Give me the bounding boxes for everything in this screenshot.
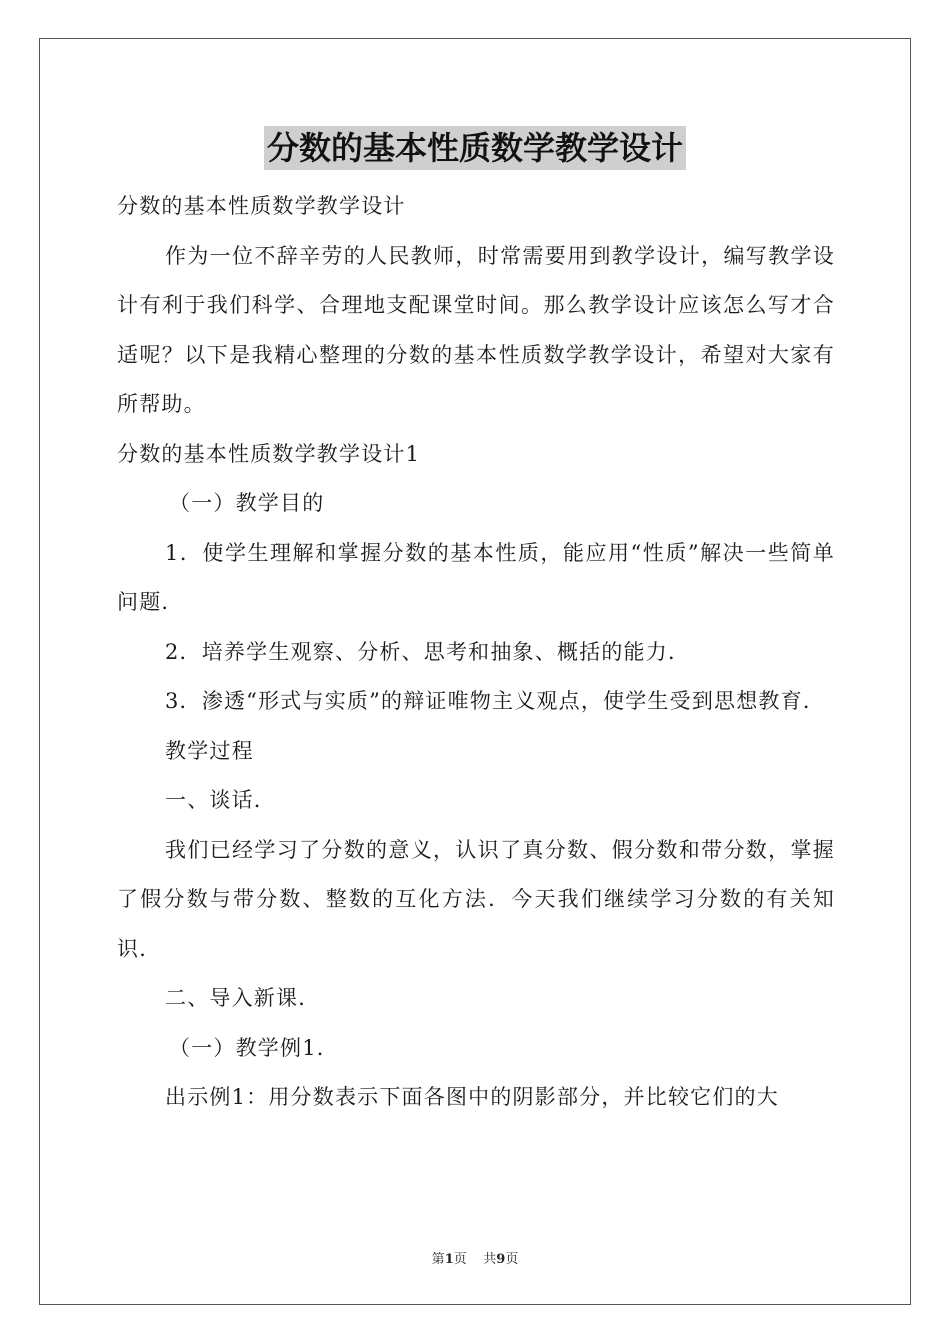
- paragraph-objective-3: 3．渗透“形式与实质”的辩证唯物主义观点，使学生受到思想教育．: [165, 689, 826, 713]
- paragraph-step-2: 二、导入新课．: [165, 986, 321, 1010]
- paragraph-step-1-body: 我们已经学习了分数的意义，认识了真分数、假分数和带分数，掌握了假分数与带分数、整数的互化方法．今天我们继续学习分数的有关知识．: [117, 837, 835, 961]
- document-body: [117, 182, 835, 1123]
- paragraph-objectives-heading: （一）教学目的: [169, 491, 325, 515]
- footer-page-mid: 页 共: [453, 1252, 497, 1267]
- footer-total-pages: 9: [496, 1252, 506, 1267]
- paragraph-example-heading: （一）教学例1．: [169, 1035, 339, 1060]
- paragraph-example-body: 出示例1：用分数表示下面各图中的阴影部分，并比较它们的大: [165, 1085, 779, 1109]
- paragraph-section-heading: 分数的基本性质数学教学设计1: [117, 441, 421, 466]
- title-container: [0, 126, 950, 170]
- footer-page-prefix: 第: [431, 1252, 445, 1267]
- paragraph-objective-1: 1．使学生理解和掌握分数的基本性质，能应用“性质”解决一些简单问题．: [117, 540, 835, 614]
- page-footer: [0, 1248, 950, 1267]
- paragraph-process-heading: 教学过程: [165, 738, 254, 763]
- document-title: 分数的基本性质数学教学设计: [264, 126, 686, 170]
- paragraph-objective-2: 2．培养学生观察、分析、思考和抽象、概括的能力．: [165, 639, 691, 664]
- footer-page-suffix: 页: [505, 1252, 519, 1267]
- footer-current-page: 1: [444, 1252, 454, 1267]
- paragraph-intro: 作为一位不辞辛劳的人民教师，时常需要用到教学设计，编写教学设计有利于我们科学、合理地支配课堂时间。那么教学设计应该怎么写才合适呢？以下是我精心整理的分数的基本性质数学教学设计，希望对大家有所帮助。: [117, 243, 835, 416]
- paragraph-subtitle: 分数的基本性质数学教学设计: [117, 194, 406, 218]
- paragraph-step-1: 一、谈话．: [165, 788, 276, 812]
